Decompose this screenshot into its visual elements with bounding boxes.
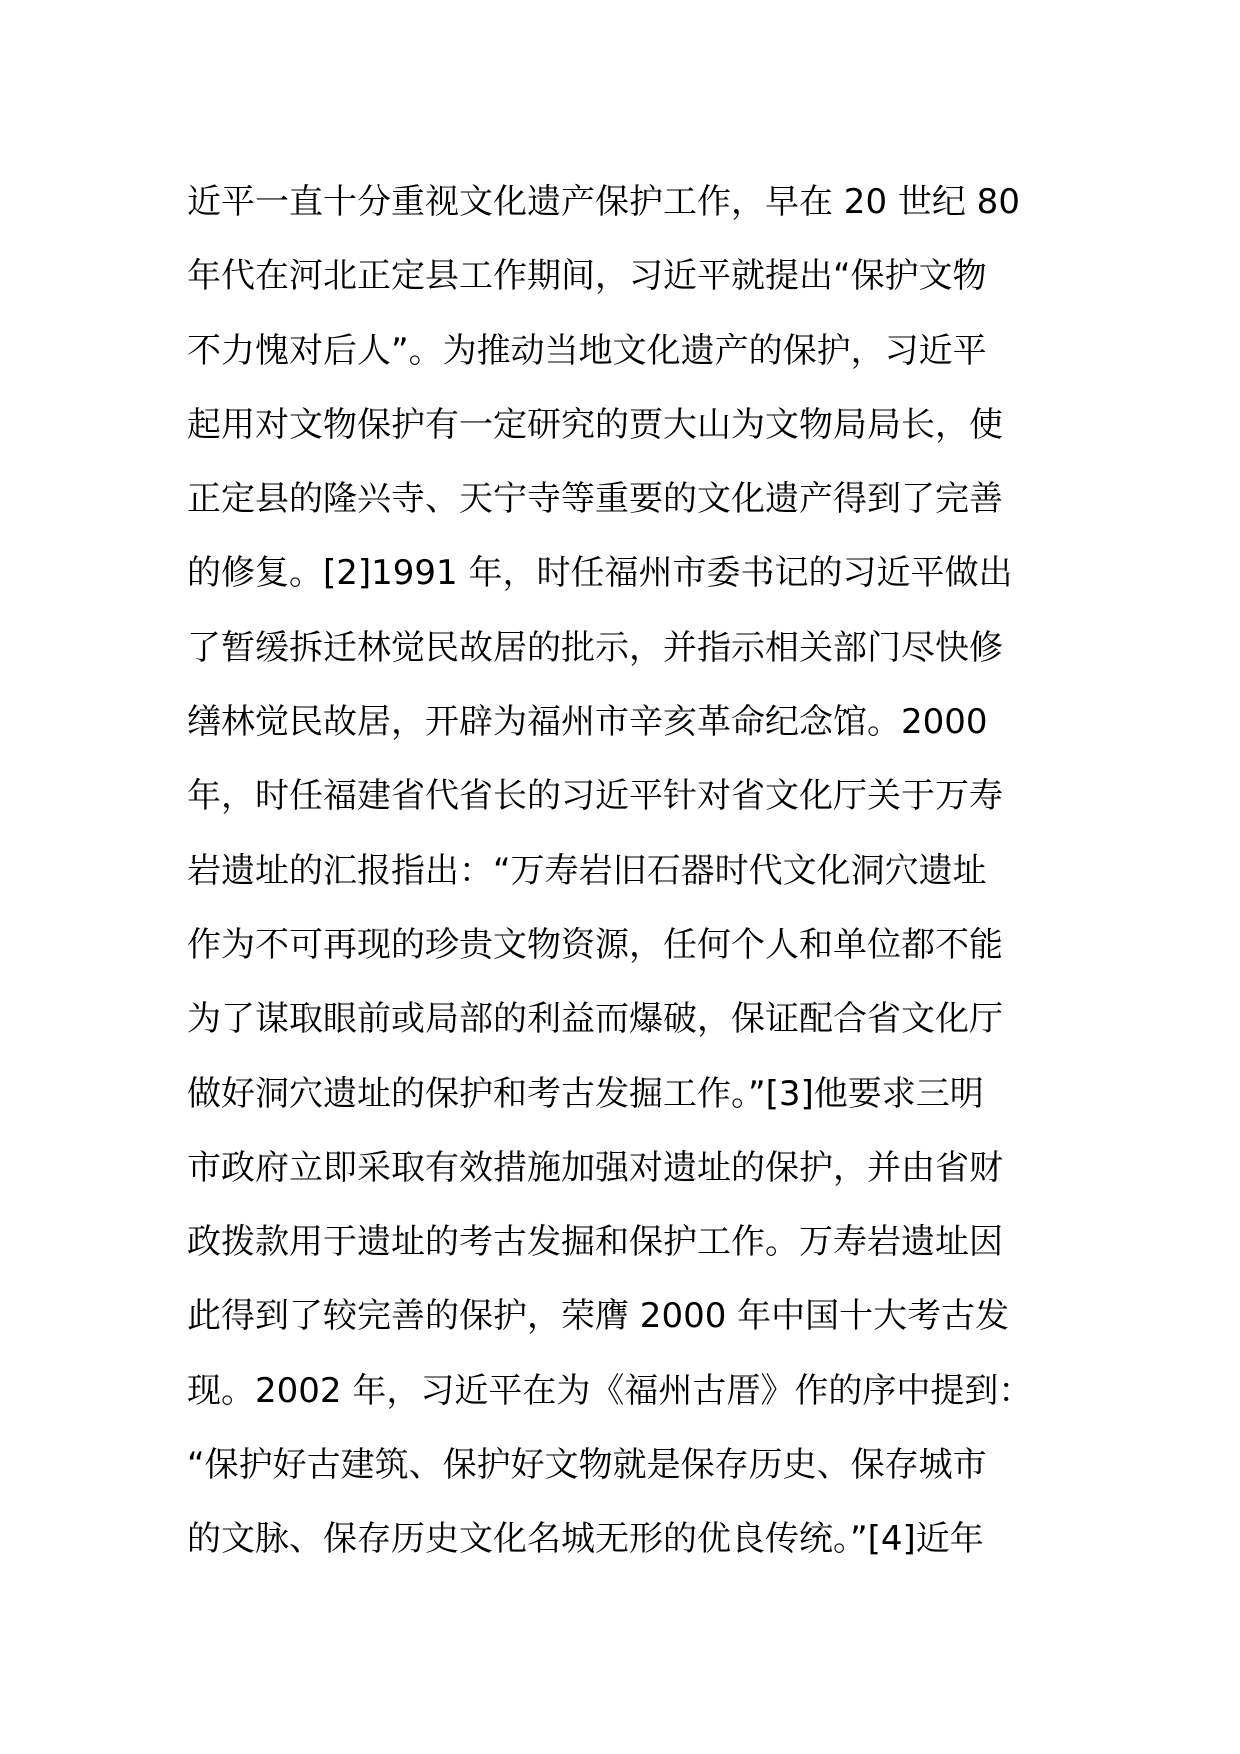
text-line: 市政府立即采取有效措施加强对遗址的保护，并由省财 [187, 1147, 1003, 1188]
text-line: 的文脉、保存历史文化名城无形的优良传统。”[4]近年 [187, 1519, 984, 1560]
text-line: 的修复。[2]1991 年，时任福州市委书记的习近平做出 [187, 553, 1013, 594]
text-line: 作为不可再现的珍贵文物资源，任何个人和单位都不能 [187, 924, 1003, 965]
text-line: 缮林觉民故居，开辟为福州市辛亥革命纪念馆。2000 [187, 702, 988, 743]
text-line: 现。2002 年，习近平在为《福州古厝》作的序中提到： [187, 1370, 1033, 1411]
text-line: 年，时任福建省代省长的习近平针对省文化厅关于万寿 [187, 776, 1003, 817]
text-line: 政拨款用于遗址的考古发掘和保护工作。万寿岩遗址因 [187, 1222, 1003, 1263]
text-line: “保护好古建筑、保护好文物就是保存历史、保存城市 [187, 1445, 987, 1486]
text-line: 做好洞穴遗址的保护和考古发掘工作。”[3]他要求三明 [187, 1073, 984, 1114]
text-line: 年代在河北正定县工作期间，习近平就提出“保护文物 [187, 256, 987, 297]
text-line: 为了谋取眼前或局部的利益而爆破，保证配合省文化厅 [187, 999, 1003, 1040]
text-line: 起用对文物保护有一定研究的贾大山为文物局局长，使 [187, 404, 1003, 445]
text-line: 近平一直十分重视文化遗产保护工作，早在 20 世纪 80 [187, 182, 1020, 222]
text-line: 正定县的隆兴寺、天宁寺等重要的文化遗产得到了完善 [187, 479, 1003, 520]
text-line: 了暂缓拆迁林觉民故居的批示，并指示相关部门尽快修 [187, 627, 1003, 668]
text-line: 不力愧对后人”。为推动当地文化遗产的保护，习近平 [187, 330, 987, 371]
body-paragraph [187, 165, 1067, 1577]
text-line: 岩遗址的汇报指出：“万寿岩旧石器时代文化洞穴遗址 [187, 850, 987, 891]
text-line: 此得到了较完善的保护，荣膺 2000 年中国十大考古发 [187, 1296, 1010, 1337]
